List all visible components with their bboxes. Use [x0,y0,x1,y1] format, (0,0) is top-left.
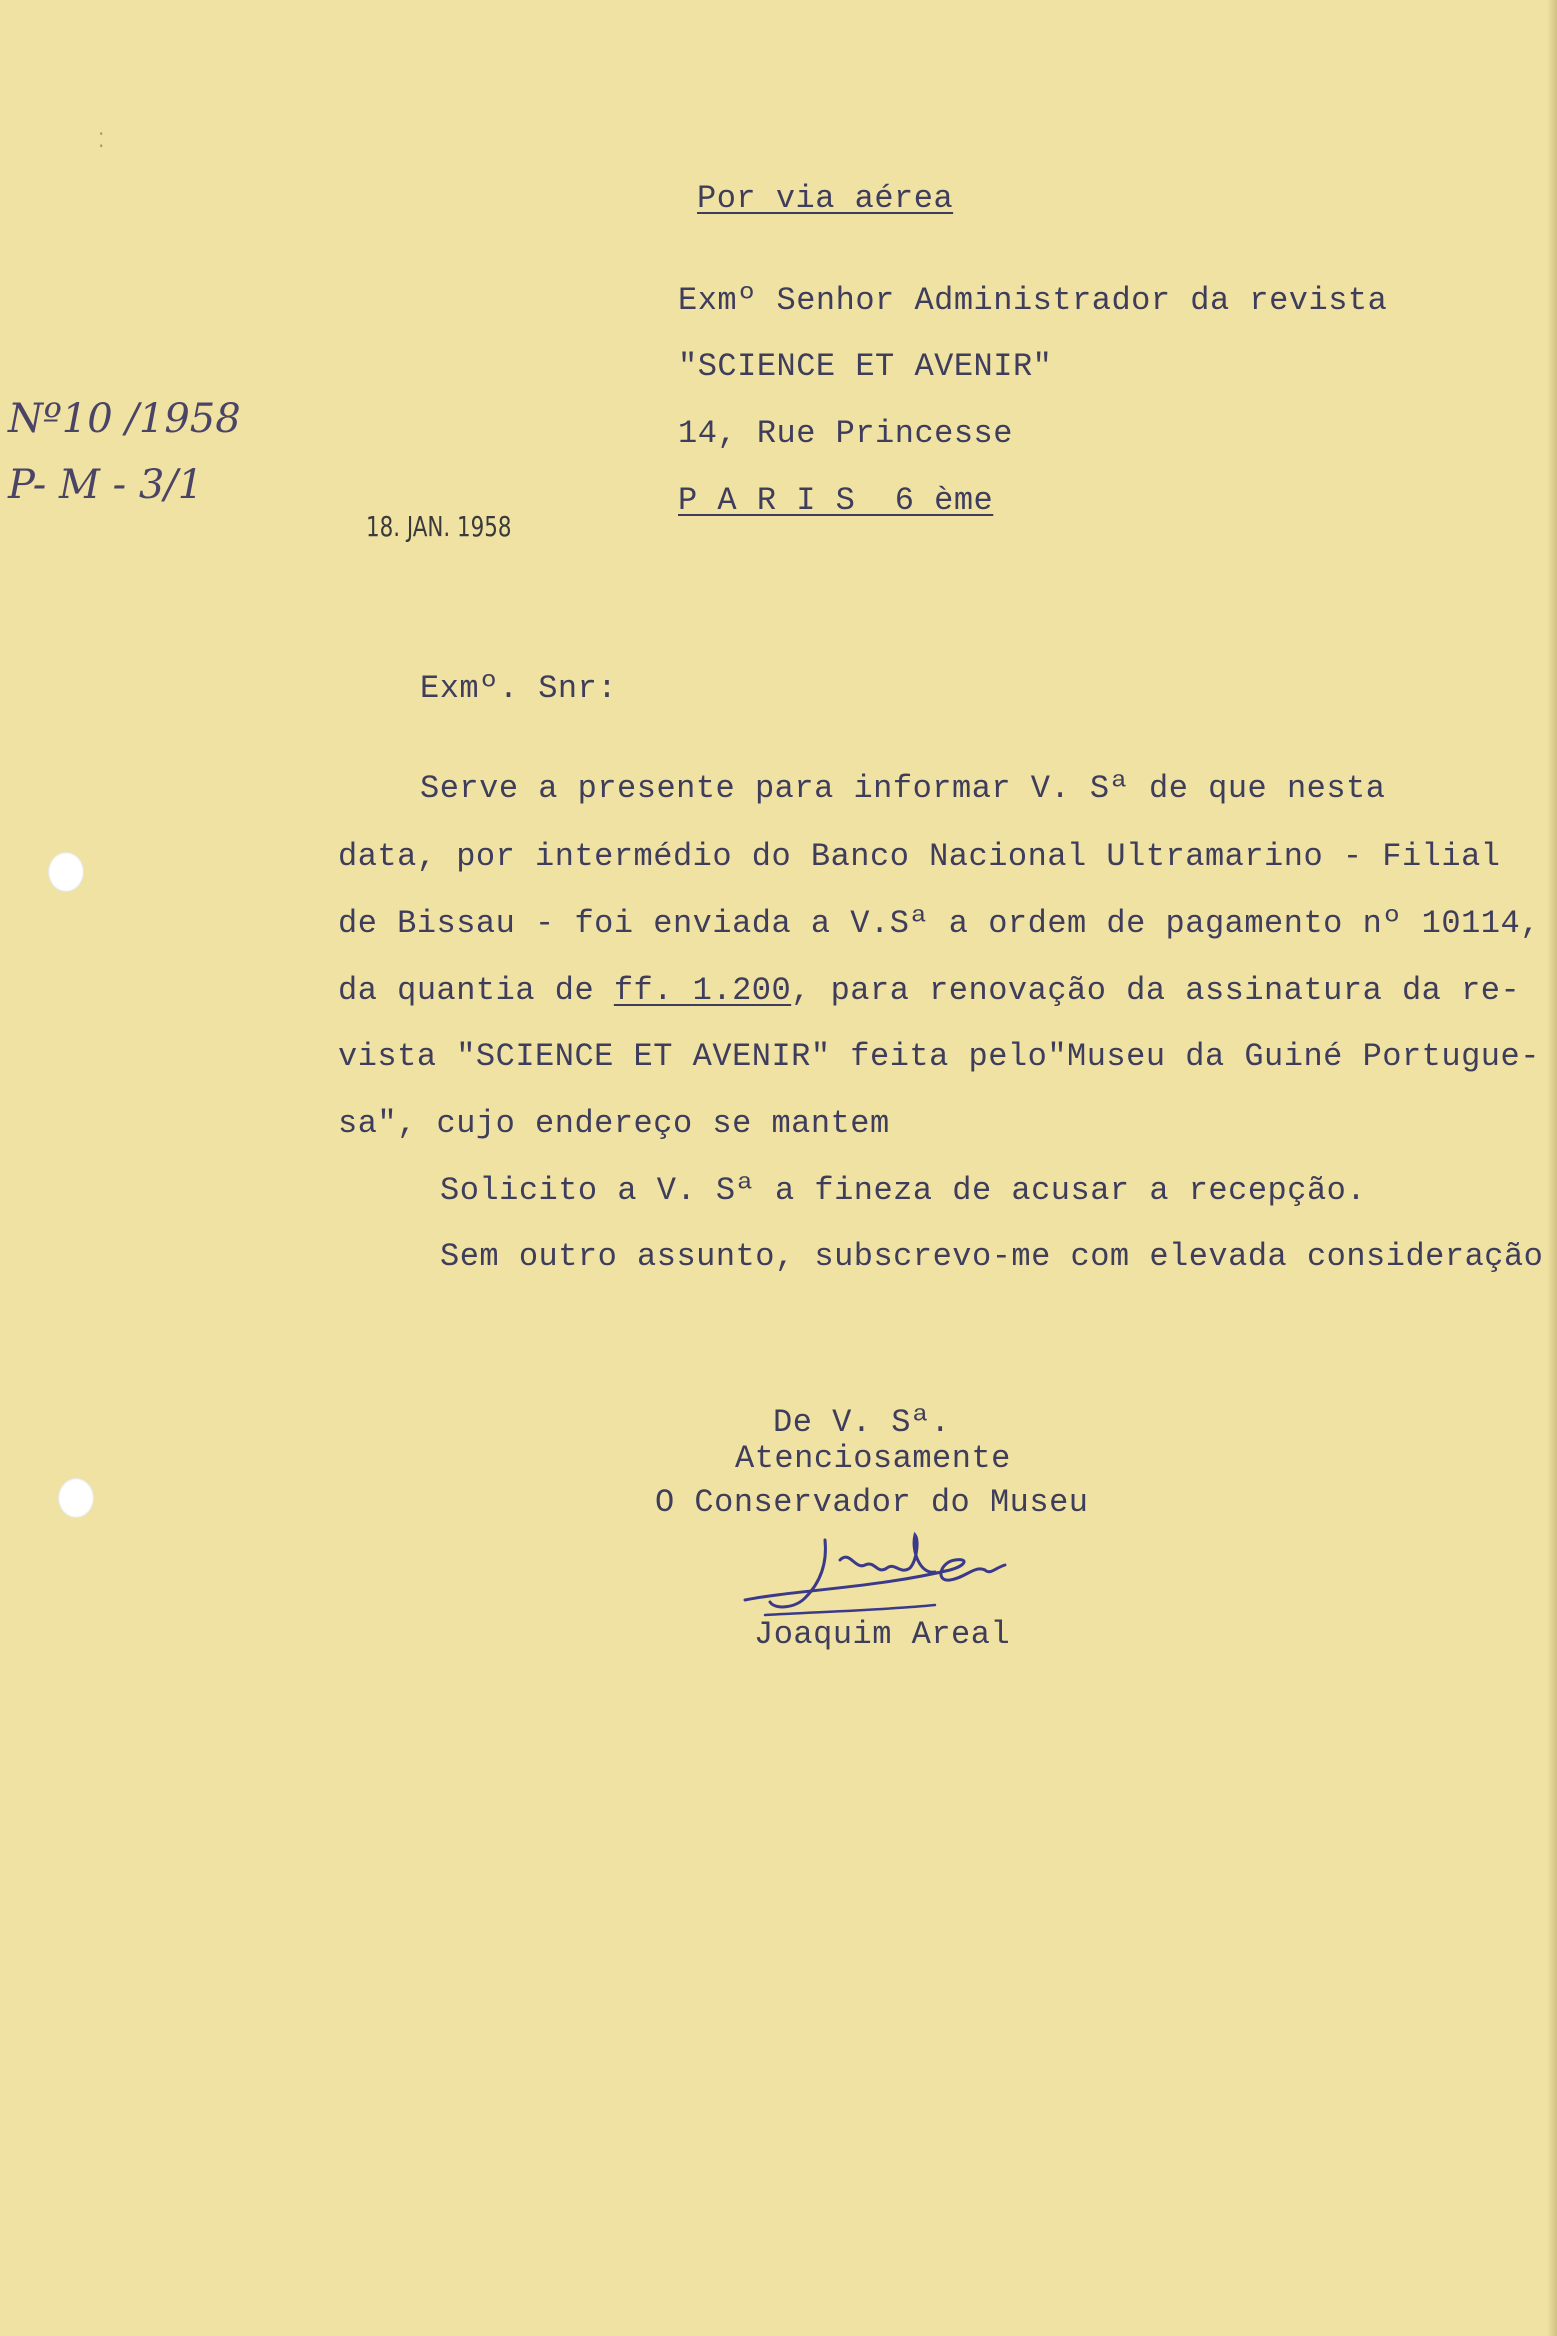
date-stamp: 18. JAN. 1958 [366,510,512,543]
recipient-line-2: "SCIENCE ET AVENIR" [678,348,1053,385]
signoff-line-1: De V. Sª. [773,1404,951,1441]
body-line-5: vista "SCIENCE ET AVENIR" feita pelo"Museu da Guiné Portugue- [338,1038,1540,1075]
punch-hole-top [48,852,84,892]
reference-code: P- M - 3/1 [8,462,204,508]
body-line-4-post: , para renovação da assinatura da re- [791,972,1521,1009]
recipient-line-3: 14, Rue Princesse [678,415,1013,452]
request-line: Solicito a V. Sª a fineza de acusar a recepção. [440,1172,1367,1209]
recipient-city: P A R I S 6 ème [678,482,994,519]
closing-line: Sem outro assunto, subscrevo-me com elevada consideração [440,1238,1544,1275]
body-line-4 [338,972,1520,1009]
body-line-4-pre: da quantia de [338,972,614,1009]
recipient-line-1: Exmº Senhor Administrador da revista [678,282,1388,319]
page-edge-shadow [1547,0,1557,2336]
signoff-line-2: Atenciosamente [735,1440,1011,1477]
airmail-heading: Por via aérea [697,180,954,217]
reference-number: Nº10 /1958 [8,396,241,442]
body-line-3: de Bissau - foi enviada a V.Sª a ordem de pagamento nº 10114, [338,905,1540,942]
signer-name: Joaquim Areal [754,1616,1011,1653]
body-line-2: data, por intermédio do Banco Nacional Ultramarino - Filial [338,838,1501,875]
punch-hole-bottom [58,1478,94,1518]
body-line-6: sa", cujo endereço se mantem [338,1105,890,1142]
salutation: Exmº. Snr: [420,670,618,707]
signoff-line-3: O Conservador do Museu [655,1484,1089,1521]
body-line-1: Serve a presente para informar V. Sª de que nesta [420,770,1386,807]
payment-amount: ff. 1.200 [613,972,792,1009]
margin-marks: ⁚ [98,128,105,152]
